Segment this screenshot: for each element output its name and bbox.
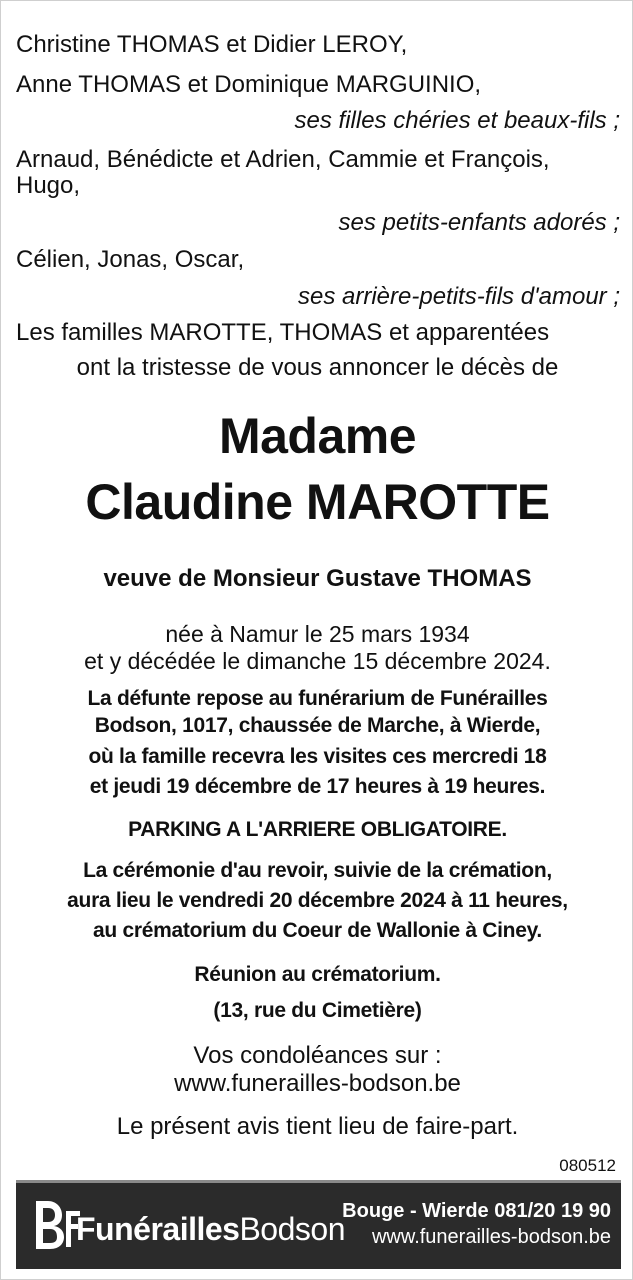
death-line: et y décédée le dimanche 15 décembre 2024. (84, 648, 551, 674)
brand-name-part2: Bodson (239, 1211, 345, 1247)
brand-name-part1: Funérailles (76, 1211, 240, 1247)
family-line-3b: Hugo, (16, 172, 81, 199)
reference-number: 080512 (559, 1156, 616, 1175)
announce-line: ont la tristesse de vous annoncer le décès de (76, 354, 559, 381)
repose-line-1: La défunte repose au funérarium de Funérailles (87, 687, 548, 710)
ceremony-line-3: au crématorium du Coeur de Wallonie à Ciney. (93, 919, 542, 942)
repose-line-2: Bodson, 1017, chaussée de Marche, à Wierde, (94, 714, 541, 737)
contact-phone: Bouge - Wierde 081/20 19 90 (342, 1200, 611, 1222)
family-line-1: Christine THOMAS et Didier LEROY, (16, 31, 408, 58)
ceremony-line-1: La cérémonie d'au revoir, suivie de la crémation, (83, 859, 552, 882)
condolences-url[interactable]: www.funerailles-bodson.be (174, 1070, 461, 1097)
parking-notice: PARKING A L'ARRIERE OBLIGATOIRE. (128, 818, 507, 841)
contact-website[interactable]: www.funerailles-bodson.be (371, 1226, 611, 1248)
relation-grandchildren: ses petits-enfants adorés ; (338, 209, 620, 236)
repose-line-3: où la famille recevra les visites ces mercredi 18 (88, 745, 547, 768)
relation-great-grandsons: ses arrière-petits-fils d'amour ; (297, 283, 620, 310)
widow-of: veuve de Monsieur Gustave THOMAS (103, 565, 532, 592)
family-line-5: Les familles MAROTTE, THOMAS et apparentées (16, 319, 550, 346)
relation-daughters: ses filles chéries et beaux-fils ; (294, 107, 620, 134)
funeral-home-banner (16, 1180, 621, 1269)
faire-part-notice: Le présent avis tient lieu de faire-part. (116, 1113, 519, 1140)
deceased-title: Madame (218, 408, 417, 464)
deceased-name: Claudine MAROTTE (85, 474, 550, 530)
brand-name (76, 1211, 345, 1247)
birth-line: née à Namur le 25 mars 1934 (165, 621, 470, 647)
condolences-label: Vos condoléances sur : (193, 1042, 442, 1069)
family-line-4: Célien, Jonas, Oscar, (16, 246, 245, 273)
ceremony-line-2: aura lieu le vendredi 20 décembre 2024 à 11 heures, (67, 889, 568, 912)
family-line-2: Anne THOMAS et Dominique MARGUINIO, (16, 71, 482, 98)
reunion-line-1: Réunion au crématorium. (194, 963, 441, 986)
reunion-line-2: (13, rue du Cimetière) (213, 999, 422, 1022)
family-line-3a: Arnaud, Bénédicte et Adrien, Cammie et François, (16, 146, 550, 173)
bf-monogram-icon (30, 1197, 82, 1257)
repose-line-4: et jeudi 19 décembre de 17 heures à 19 heures. (89, 775, 546, 798)
